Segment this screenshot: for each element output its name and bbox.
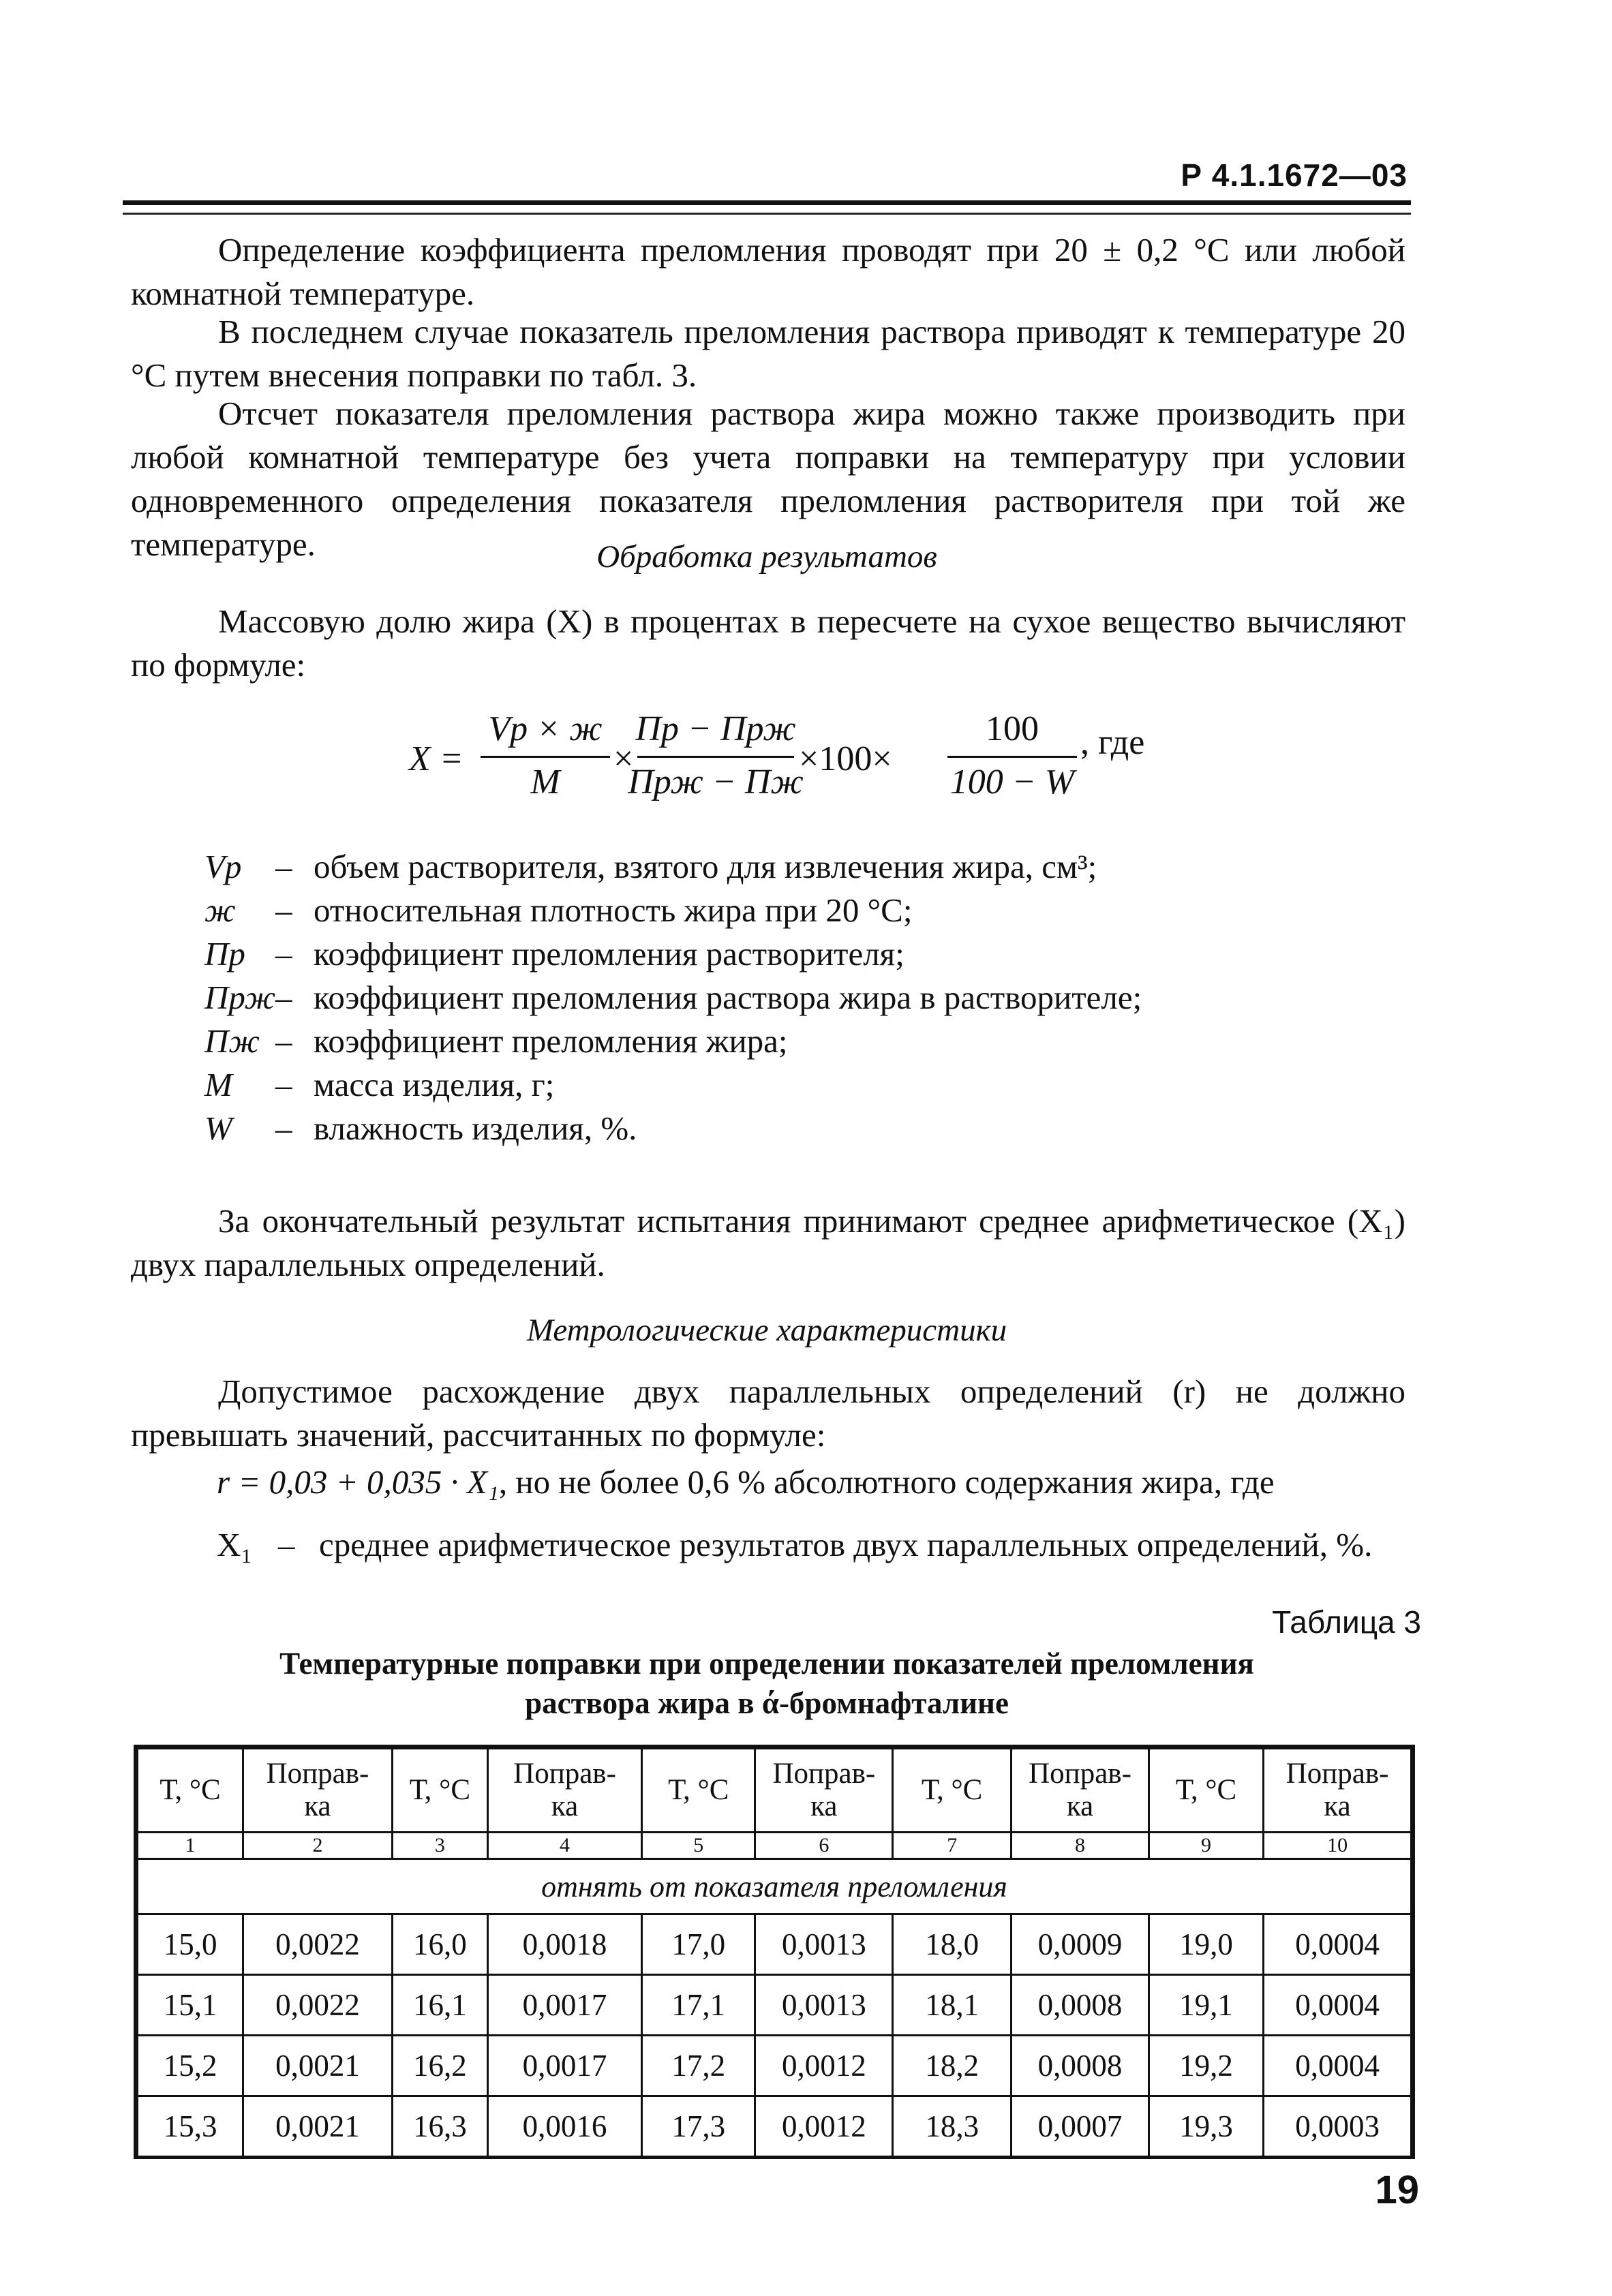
- column-number: 9: [1149, 1833, 1263, 1859]
- column-number: 7: [893, 1833, 1012, 1859]
- definition-dash: –: [275, 1022, 292, 1060]
- formula-where: , где: [1080, 723, 1145, 762]
- temperature-cell: 18,2: [893, 2036, 1012, 2096]
- table-span-row: [138, 1859, 1412, 1914]
- correction-cell: 0,0018: [487, 1914, 641, 1975]
- x1-symbol: X₁: [217, 1526, 253, 1563]
- correction-cell: 0,0012: [755, 2096, 893, 2157]
- table-row: [138, 1914, 1412, 1975]
- temperature-cell: 18,1: [893, 1975, 1012, 2036]
- document-number: Р 4.1.1672—03: [1181, 157, 1408, 193]
- header-correction-line-1: Поправ-: [513, 1758, 616, 1790]
- temperature-cell: 16,3: [392, 2096, 487, 2157]
- table-label: Таблица 3: [1272, 1604, 1421, 1640]
- table-row: [138, 1975, 1412, 2036]
- definition-symbol: Пр: [204, 935, 245, 973]
- temperature-cell: 15,0: [138, 1914, 243, 1975]
- definition-dash: –: [275, 1109, 292, 1147]
- correction-cell: 0,0016: [487, 2096, 641, 2157]
- header-correction-line-1: Поправ-: [266, 1758, 369, 1790]
- subtract-from-index-label: отнять от показателя преломления: [138, 1859, 1412, 1914]
- formula-frac1-numerator: Vр × ж: [488, 709, 603, 748]
- symbol-definitions: [204, 845, 1142, 1150]
- header-correction: [1012, 1749, 1149, 1833]
- temperature-correction-table: [134, 1745, 1415, 2159]
- repeatability-formula: [217, 1463, 1275, 1501]
- definition-dash: –: [275, 1066, 292, 1103]
- definition-symbol: W: [204, 1109, 232, 1147]
- definition-text: масса изделия, г;: [314, 1066, 555, 1103]
- temperature-cell: 17,2: [642, 2036, 755, 2096]
- header-correction: [243, 1749, 393, 1833]
- definition-dash: –: [275, 935, 292, 973]
- correction-cell: 0,0021: [243, 2036, 393, 2096]
- column-number: 6: [755, 1833, 893, 1859]
- column-number: 2: [243, 1833, 393, 1859]
- correction-cell: 0,0009: [1012, 1914, 1149, 1975]
- correction-cell: 0,0008: [1012, 1975, 1149, 2036]
- column-number: 1: [138, 1833, 243, 1859]
- table-column-numbers-row: [138, 1833, 1412, 1859]
- definition-text: коэффициент преломления жира;: [314, 1022, 788, 1060]
- paragraph-final-result: За окончательный результат испытания принимают среднее арифметическое (X₁) двух параллельных определений.: [131, 1202, 1405, 1283]
- header-temperature: Т, °С: [893, 1749, 1012, 1833]
- definition-text: объем растворителя, взятого для извлечения жира, см³;: [314, 848, 1097, 885]
- formula-frac1-denominator: M: [530, 763, 560, 801]
- definition-row: [204, 1107, 1142, 1150]
- formula-lhs: X =: [409, 739, 463, 778]
- formula-frac2-denominator: Прж − Пж: [628, 763, 804, 801]
- definition-dash: –: [275, 979, 292, 1016]
- table-row: [138, 2036, 1412, 2096]
- header-correction-line-2: ка: [551, 1790, 579, 1822]
- definition-symbol: М: [204, 1066, 232, 1103]
- r-formula-text: , но не более 0,6 % абсолютного содержания жира, где: [498, 1463, 1275, 1501]
- paragraph-room-temperature-reading: Отсчет показателя преломления раствора жира можно также производить при любой комнатной температуре без учета поправки на температуру при условии одновременного определения показателя преломления растворителя при той же температуре.: [131, 395, 1405, 563]
- temperature-cell: 17,1: [642, 1975, 755, 2036]
- correction-cell: 0,0017: [487, 2036, 641, 2096]
- column-number: 8: [1012, 1833, 1149, 1859]
- header-temperature: Т, °С: [138, 1749, 243, 1833]
- header-temperature: Т, °С: [642, 1749, 755, 1833]
- table-header-row: [138, 1749, 1412, 1833]
- header-rule-thin: [123, 213, 1411, 215]
- header-correction-line-2: ка: [1066, 1790, 1094, 1822]
- formula-fraction-volume: [481, 709, 610, 802]
- temperature-cell: 19,2: [1149, 2036, 1263, 2096]
- definition-row: [204, 1020, 1142, 1063]
- correction-cell: 0,0004: [1264, 1975, 1412, 2036]
- definition-dash: –: [275, 891, 292, 929]
- temperature-cell: 18,0: [893, 1914, 1012, 1975]
- header-correction: [1264, 1749, 1412, 1833]
- formula-times-100: ×100×: [799, 739, 892, 778]
- definition-row: [204, 976, 1142, 1020]
- temperature-cell: 16,1: [392, 1975, 487, 2036]
- r-formula-expression: r = 0,03 + 0,035 · X₁: [217, 1463, 499, 1501]
- formula-frac2-numerator: Пр − Прж: [635, 709, 796, 748]
- table-title-line-1: Температурные поправки при определении показателей преломления: [279, 1647, 1254, 1681]
- correction-cell: 0,0004: [1264, 1914, 1412, 1975]
- heading-processing-results: Обработка результатов: [596, 539, 937, 575]
- paragraph-temperature-correction: В последнем случае показатель преломления раствора приводят к температуре 20 °С путем внесения поправки по табл. 3.: [131, 313, 1405, 394]
- temperature-cell: 19,0: [1149, 1914, 1263, 1975]
- header-correction-line-2: ка: [1324, 1790, 1351, 1822]
- temperature-cell: 17,3: [642, 2096, 755, 2157]
- correction-cell: 0,0017: [487, 1975, 641, 2036]
- correction-cell: 0,0008: [1012, 2036, 1149, 2096]
- definition-symbol: Vр: [204, 848, 242, 885]
- paragraph-refraction-measurement: Определение коэффициента преломления проводят при 20 ± 0,2 °С или любой комнатной температуре.: [131, 231, 1405, 312]
- definition-text: коэффициент преломления растворителя;: [314, 935, 904, 973]
- definition-dash: –: [275, 848, 292, 885]
- header-temperature: Т, °С: [1149, 1749, 1263, 1833]
- header-correction: [755, 1749, 893, 1833]
- definition-text: коэффициент преломления раствора жира в растворителе;: [314, 979, 1142, 1016]
- temperature-cell: 16,0: [392, 1914, 487, 1975]
- temperature-cell: 16,2: [392, 2036, 487, 2096]
- formula-fraction-refraction: [628, 709, 804, 802]
- definition-symbol: Прж: [204, 979, 276, 1016]
- formula-times-1: ×: [613, 739, 634, 778]
- table-row: [138, 2096, 1412, 2157]
- temperature-cell: 15,3: [138, 2096, 243, 2157]
- correction-cell: 0,0013: [755, 1975, 893, 2036]
- header-correction-line-2: ка: [810, 1790, 838, 1822]
- column-number: 10: [1264, 1833, 1412, 1859]
- definition-symbol: Пж: [204, 1022, 260, 1060]
- formula-frac3-numerator: 100: [986, 709, 1039, 748]
- header-correction: [487, 1749, 641, 1833]
- temperature-cell: 19,3: [1149, 2096, 1263, 2157]
- definition-text: относительная плотность жира при 20 °С;: [314, 891, 913, 929]
- paragraph-fat-mass-fraction: Массовую долю жира (X) в процентах в пересчете на сухое вещество вычисляют по формуле:: [131, 602, 1405, 684]
- x1-dash: –: [278, 1526, 295, 1563]
- correction-cell: 0,0022: [243, 1914, 393, 1975]
- definition-row: [204, 889, 1142, 932]
- definition-row: [204, 845, 1142, 889]
- column-number: 4: [487, 1833, 641, 1859]
- definition-text: влажность изделия, %.: [314, 1109, 637, 1147]
- header-correction-line-1: Поправ-: [1029, 1758, 1131, 1790]
- correction-cell: 0,0007: [1012, 2096, 1149, 2157]
- formula-frac3-denominator: 100 − W: [949, 763, 1075, 801]
- temperature-cell: 18,3: [893, 2096, 1012, 2157]
- formula-fraction-moisture: [947, 709, 1077, 802]
- correction-cell: 0,0021: [243, 2096, 393, 2157]
- heading-metrology: Метрологические характеристики: [526, 1313, 1007, 1348]
- temperature-cell: 19,1: [1149, 1975, 1263, 2036]
- definition-row: [204, 932, 1142, 976]
- header-correction-line-2: ка: [304, 1790, 331, 1822]
- header-correction-line-1: Поправ-: [1286, 1758, 1389, 1790]
- definition-symbol: ж: [204, 891, 236, 929]
- correction-cell: 0,0022: [243, 1975, 393, 2036]
- correction-cell: 0,0012: [755, 2036, 893, 2096]
- correction-cell: 0,0004: [1264, 2036, 1412, 2096]
- column-number: 3: [392, 1833, 487, 1859]
- x1-text: среднее арифметическое результатов двух параллельных определений, %.: [319, 1526, 1373, 1563]
- header-temperature: Т, °С: [392, 1749, 487, 1833]
- fat-fraction-formula: [409, 709, 1200, 811]
- header-correction-line-1: Поправ-: [772, 1758, 876, 1790]
- temperature-cell: 17,0: [642, 1914, 755, 1975]
- correction-cell: 0,0003: [1264, 2096, 1412, 2157]
- column-number: 5: [642, 1833, 755, 1859]
- correction-cell: 0,0013: [755, 1914, 893, 1975]
- x1-definition: [217, 1525, 1372, 1564]
- header-rule-thick: [123, 200, 1411, 205]
- paragraph-allowable-discrepancy: Допустимое расхождение двух параллельных определений (r) не должно превышать значений, рассчитанных по формуле:: [131, 1373, 1405, 1454]
- page-number: 19: [1375, 2168, 1419, 2212]
- temperature-cell: 15,2: [138, 2036, 243, 2096]
- definition-row: [204, 1063, 1142, 1107]
- table-title-line-2: раствора жира в ά-бромнафталине: [525, 1686, 1009, 1720]
- temperature-cell: 15,1: [138, 1975, 243, 2036]
